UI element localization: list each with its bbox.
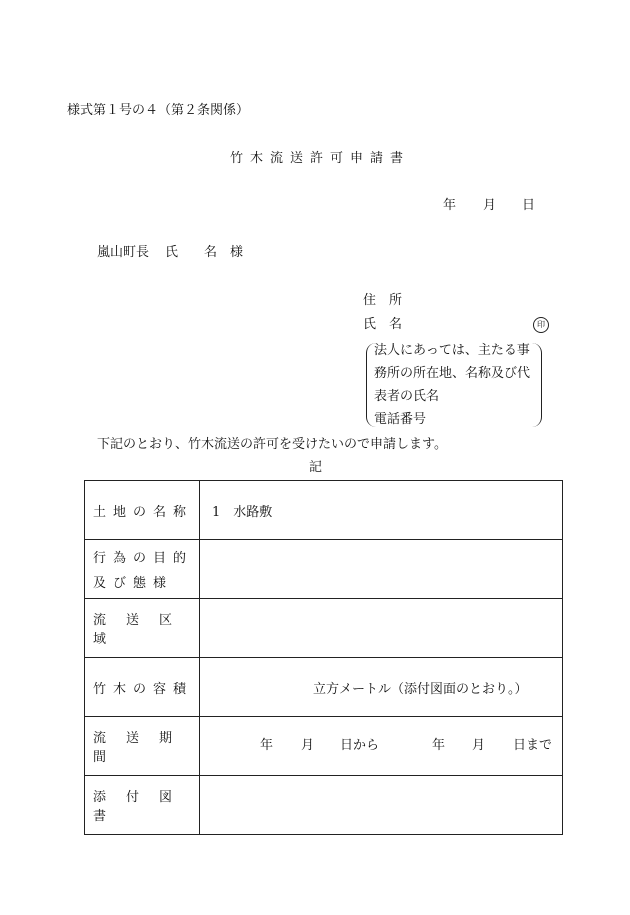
period-value[interactable] xyxy=(200,717,563,776)
table-row xyxy=(85,481,563,540)
volume-unit-text: 立方メートル（添付図面のとおり。） xyxy=(313,681,528,697)
corporate-note-line: 表者の氏名 xyxy=(374,389,440,404)
period-end-year: 年 xyxy=(432,738,446,753)
ki-label: 記 xyxy=(309,460,323,475)
attach-label: 添付図書 xyxy=(85,776,200,835)
addressee-shi: 氏 xyxy=(165,245,179,260)
period-end-day: 日まで xyxy=(513,738,553,753)
area-value[interactable] xyxy=(200,599,563,658)
phone-label: 電話番号 xyxy=(374,412,427,427)
purpose-label xyxy=(85,540,200,599)
corporate-note-line: 法人にあっては、主たる事 xyxy=(374,343,530,358)
land-name-value[interactable]: 1 水路敷 xyxy=(200,481,563,540)
seal-icon: 印 xyxy=(533,317,549,333)
addressee-mei: 名 xyxy=(204,245,218,260)
date-month-label: 月 xyxy=(483,198,497,213)
purpose-value[interactable] xyxy=(200,540,563,599)
purpose-label-line2: 及び態様 xyxy=(93,576,174,591)
table-row xyxy=(85,540,563,599)
land-name-label: 土地の名称 xyxy=(85,481,200,540)
area-label: 流送区域 xyxy=(85,599,200,658)
period-label: 流送期間 xyxy=(85,717,200,776)
purpose-label-line1: 行為の目的 xyxy=(93,551,194,566)
volume-label: 竹木の容積 xyxy=(85,658,200,717)
attach-value[interactable] xyxy=(200,776,563,835)
period-start-day: 日から xyxy=(340,738,380,753)
table-row xyxy=(85,776,563,835)
table-row xyxy=(85,717,563,776)
period-start-month: 月 xyxy=(301,738,315,753)
period-start-year: 年 xyxy=(260,738,274,753)
corporate-note-line: 務所の所在地、名称及び代 xyxy=(374,366,531,381)
address-label: 住 所 xyxy=(363,293,403,308)
addressee-sama: 様 xyxy=(230,245,244,260)
document-title: 竹木流送許可申請書 xyxy=(230,151,411,166)
period-end-month: 月 xyxy=(472,738,486,753)
intro-text: 下記のとおり、竹木流送の許可を受けたいので申請します。 xyxy=(97,437,447,452)
table-row xyxy=(85,599,563,658)
table-row xyxy=(85,658,563,717)
volume-value[interactable] xyxy=(200,658,563,717)
date-year-label: 年 xyxy=(443,198,457,213)
name-label: 氏 名 xyxy=(363,317,403,332)
date-day-label: 日 xyxy=(522,198,536,213)
addressee-name: 嵐山町長 xyxy=(97,245,150,260)
form-number: 様式第１号の４（第２条関係） xyxy=(67,103,250,118)
application-table xyxy=(84,480,563,835)
